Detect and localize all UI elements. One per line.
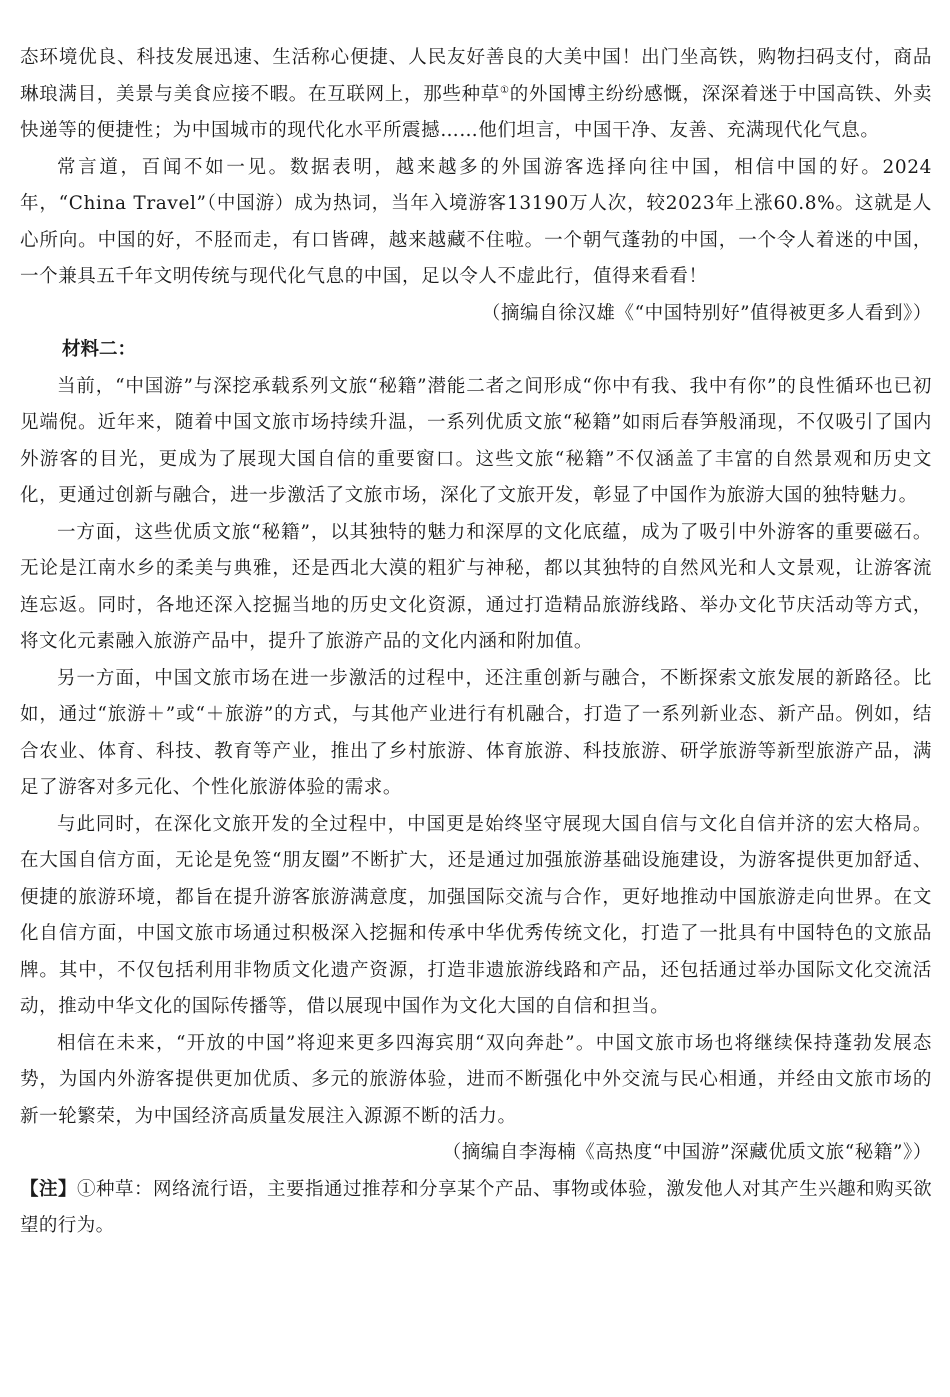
material2-source: （摘编自李海楠《高热度“中国游”深藏优质文旅“秘籍”》）: [442, 1142, 932, 1163]
material2-heading: 材料二：: [62, 339, 137, 360]
document-page: [20, 40, 932, 1245]
material1-paragraph-1-text: 态环境优良、科技发展迅速、生活称心便捷、人民友好善良的大美中国！出门坐高铁，购物扫码支付，商品琳琅满目，美景与美食应接不暇。在互联网上，那些种草: [20, 47, 932, 105]
material2-paragraph-5: 相信在未来，“开放的中国”将迎来更多四海宾朋“双向奔赴”。中国文旅市场也将继续保持蓬勃发展态势，为国内外游客提供更加优质、多元的旅游体验，进而不断强化中外交流与民心相通，并经由文旅市场的新一轮繁荣，为中国经济高质量发展注入源源不断的活力。: [20, 1032, 932, 1127]
footnote-label: 【注】: [20, 1178, 78, 1200]
footnote: [20, 1172, 932, 1245]
material2-paragraph-1: 当前，“中国游”与深挖承载系列文旅“秘籍”潜能二者之间形成“你中有我、我中有你”的良性循环也已初见端倪。近年来，随着中国文旅市场持续升温，一系列优质文旅“秘籍”如雨后春笋般涌现，不仅吸引了国内外游客的目光，更成为了展现大国自信的重要窗口。这些文旅“秘籍”不仅涵盖了丰富的自然景观和历史文化，更通过创新与融合，进一步激活了文旅市场，深化了文旅开发，彰显了中国作为旅游大国的独特魅力。: [20, 375, 932, 506]
material2-paragraph-4: 与此同时，在深化文旅开发的全过程中，中国更是始终坚守展现大国自信与文化自信并济的宏大格局。在大国自信方面，无论是免签“朋友圈”不断扩大，还是通过加强旅游基础设施建设，为游客提供更加舒适、便捷的旅游环境，都旨在提升游客旅游满意度，加强国际交流与合作，更好地推动中国旅游走向世界。在文化自信方面，中国文旅市场通过积极深入挖掘和传承中华优秀传统文化，打造了一批具有中国特色的文旅品牌。其中，不仅包括利用非物质文化遗产资源，打造非遗旅游线路和产品，还包括通过举办国际文化交流活动，推动中华文化的国际传播等，借以展现中国作为文化大国的自信和担当。: [20, 813, 932, 1017]
material1-source: （摘编自徐汉雄《“中国特别好”值得被更多人看到》）: [481, 302, 932, 324]
material1-paragraph-1-rest: 的外国博主纷纷感慨，深深着迷于中国高铁、外卖快递等的便捷性；为中国城市的现代化水平所震撼……他们坦言，中国干净、友善、充满现代化气息。: [20, 83, 932, 141]
footnote-text: ①种草：网络流行语，主要指通过推荐和分享某个产品、事物或体验，激发他人对其产生兴趣和购买欲望的行为。: [20, 1178, 932, 1236]
material2-paragraph-2: 一方面，这些优质文旅“秘籍”，以其独特的魅力和深厚的文化底蕴，成为了吸引中外游客的重要磁石。无论是江南水乡的柔美与典雅，还是西北大漠的粗犷与神秘，都以其独特的自然风光和人文景观，让游客流连忘返。同时，各地还深入挖掘当地的历史文化资源，通过打造精品旅游线路、举办文化节庆活动等方式，将文化元素融入旅游产品中，提升了旅游产品的文化内涵和附加值。: [20, 521, 932, 652]
material1-paragraph-2: 常言道，百闻不如一见。数据表明，越来越多的外国游客选择向往中国，相信中国的好。2024年，“China Travel”（中国游）成为热词，当年入境游客13190万人次，较2023年上涨60.8%。这就是人心所向。中国的好，不胫而走，有口皆碑，越来越藏不住啦。一个朝气蓬勃的中国，一个令人着迷的中国，一个兼具五千年文明传统与现代化气息的中国，足以令人不虚此行，值得来看看！: [20, 156, 932, 287]
footnote-marker: ①: [500, 84, 510, 96]
material1-paragraph-1: [20, 40, 932, 150]
material2-paragraph-3: 另一方面，中国文旅市场在进一步激活的过程中，还注重创新与融合，不断探索文旅发展的新路径。比如，通过“旅游＋”或“＋旅游”的方式，与其他产业进行有机融合，打造了一系列新业态、新产品。例如，结合农业、体育、科技、教育等产业，推出了乡村旅游、体育旅游、科技旅游、研学旅游等新型旅游产品，满足了游客对多元化、个性化旅游体验的需求。: [20, 667, 932, 798]
